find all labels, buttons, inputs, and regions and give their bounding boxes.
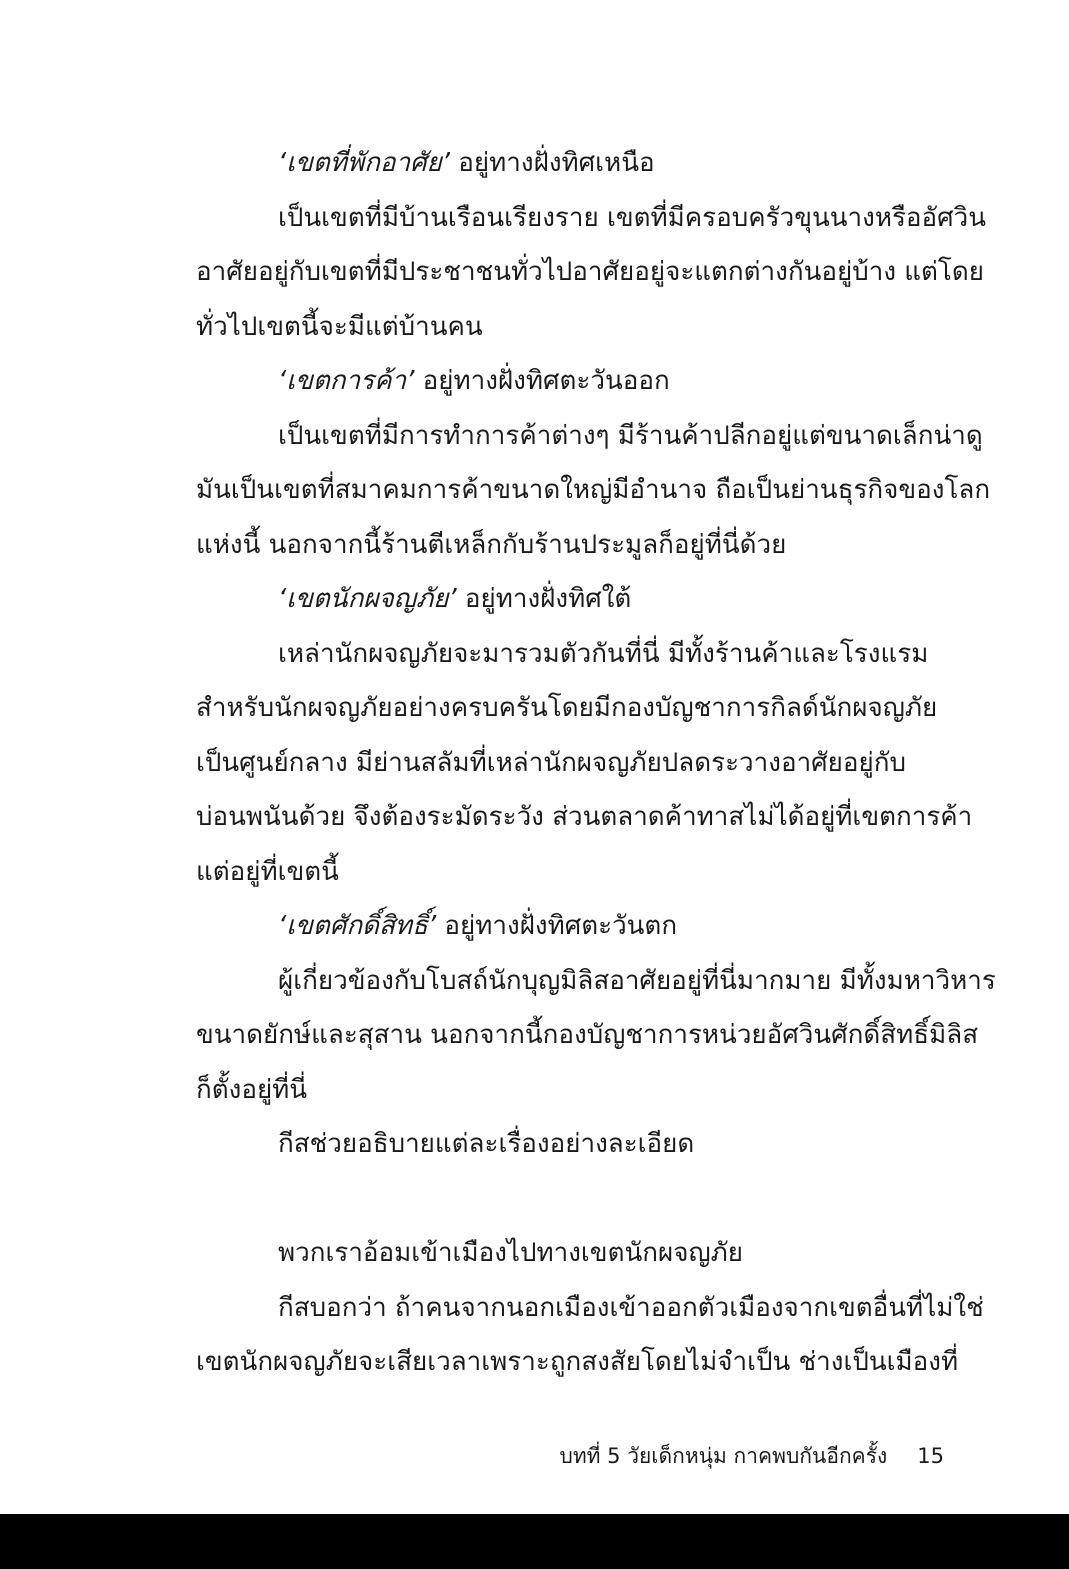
paragraph-line: ผู้เกี่ยวข้องกับโบสถ์นักบุญมิลิสอาศัยอยู่ที่นี่มากมาย มีทั้งมหาวิหาร	[278, 965, 996, 996]
paragraph-line: พวกเราอ้อมเข้าเมืองไปทางเขตนักผจญภัย	[278, 1238, 743, 1268]
zone-heading-residential	[196, 136, 944, 191]
zone-heading-adventurer	[196, 572, 944, 627]
page-footer	[540, 1440, 944, 1473]
paragraph-line: ทั่วไปเขตนี้จะมีแต่บ้านคน	[196, 311, 483, 342]
paragraph-line: เป็นเขตที่มีการทำการค้าต่างๆ มีร้านค้าปลีกอยู่แต่ขนาดเล็กน่าดู	[278, 420, 983, 451]
zone-name: ‘เขตการค้า’	[278, 366, 415, 396]
bottom-black-bar	[0, 1514, 1069, 1569]
zone-heading-sacred	[196, 899, 944, 954]
zone-name: ‘เขตศักดิ์สิทธิ์’	[278, 911, 437, 941]
paragraph-line: เขตนักผจญภัยจะเสียเวลาเพราะถูกสงสัยโดยไม่จำเป็น ช่างเป็นเมืองที่	[196, 1347, 959, 1377]
paragraph-line: แห่งนี้ นอกจากนี้ร้านตีเหล็กกับร้านประมูลก็อยู่ที่นี่ด้วย	[196, 529, 787, 560]
section-break	[196, 1172, 944, 1227]
paragraph-line: ขนาดยักษ์และสุสาน นอกจากนี้กองบัญชาการหน่วยอัศวินศักดิ์สิทธิ์มิลิส	[196, 1020, 979, 1050]
zone-location: อยู่ทางฝั่งทิศตะวันตก	[436, 911, 678, 941]
zone-location: อยู่ทางฝั่งทิศเหนือ	[450, 148, 655, 178]
paragraph-line: แต่อยู่ที่เขตนี้	[196, 856, 339, 887]
paragraph-line: เหล่านักผจญภัยจะมารวมตัวกันที่นี่ มีทั้งร้านค้าและโรงแรม	[278, 638, 929, 669]
page-body	[196, 136, 996, 1390]
page-number: 15	[917, 1444, 944, 1468]
paragraph-line: สำหรับนักผจญภัยอย่างครบครันโดยมีกองบัญชาการกิลด์นักผจญภัย	[196, 693, 938, 723]
paragraph-line: เป็นศูนย์กลาง มีย่านสลัมที่เหล่านักผจญภัยปลดระวางอาศัยอยู่กับ	[196, 747, 906, 778]
paragraph-line: กีสบอกว่า ถ้าคนจากนอกเมืองเข้าออกตัวเมืองจากเขตอื่นที่ไม่ใช่	[278, 1292, 984, 1323]
zone-name: ‘เขตนักผจญภัย’	[278, 584, 457, 614]
zone-name: ‘เขตที่พักอาศัย’	[278, 148, 451, 178]
paragraph-line: กีสช่วยอธิบายแต่ละเรื่องอย่างละเอียด	[278, 1129, 695, 1159]
zone-heading-trade	[196, 354, 944, 409]
paragraph-line: เป็นเขตที่มีบ้านเรือนเรียงราย เขตที่มีครอบครัวขุนนางหรืออัศวิน	[278, 202, 987, 233]
zone-location: อยู่ทางฝั่งทิศตะวันออก	[414, 366, 670, 396]
chapter-title: บทที่ 5 วัยเด็กหนุ่ม กาคพบกันอีกครั้ง	[559, 1444, 888, 1468]
zone-location: อยู่ทางฝั่งทิศใต้	[456, 584, 632, 614]
paragraph-line: มันเป็นเขตที่สมาคมการค้าขนาดใหญ่มีอำนาจ ถือเป็นย่านธุรกิจของโลก	[196, 475, 991, 505]
paragraph-line: บ่อนพนันด้วย จึงต้องระมัดระวัง ส่วนตลาดค้าทาสไม่ได้อยู่ที่เขตการค้า	[196, 802, 973, 832]
paragraph-line: ก็ตั้งอยู่ที่นี่	[196, 1074, 308, 1105]
paragraph-line: อาศัยอยู่กับเขตที่มีประชาชนทั่วไปอาศัยอยู่จะแตกต่างกันอยู่บ้าง แต่โดย	[196, 257, 985, 287]
